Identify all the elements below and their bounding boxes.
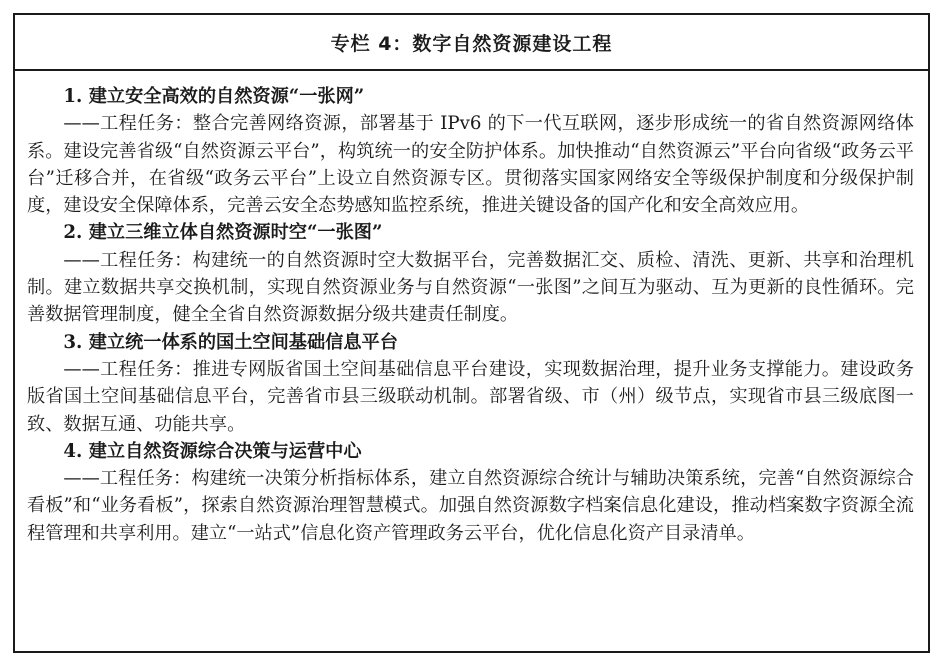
- section-heading: 4. 建立自然资源综合决策与运营中心: [63, 440, 362, 462]
- section-body: ——工程任务：构建统一的自然资源时空大数据平台，完善数据汇交、质检、清洗、更新、共享和治理机制。建立数据共享交换机制，实现自然资源业务与自然资源“一张图”之间互为驱动、互为更新的良性循环。完善数据管理制度，健全全省自然资源数据分级共建责任制度。: [27, 249, 914, 326]
- project-box: [13, 13, 930, 653]
- section-heading: 3. 建立统一体系的国土空间基础信息平台: [63, 331, 398, 353]
- box-content: [15, 71, 928, 547]
- box-title: 专栏 4：数字自然资源建设工程: [15, 15, 928, 71]
- section-heading: 1. 建立安全高效的自然资源“一张网”: [63, 86, 365, 107]
- section-heading: 2. 建立三维立体自然资源时空“一张图”: [63, 222, 383, 244]
- section-body: ——工程任务：整合完善网络资源，部署基于 IPv6 的下一代互联网，逐步形成统一的省自然资源网络体系。建设完善省级“自然资源云平台”，构筑统一的安全防护体系。加快推动“自然资源云”平台向省级“政务云平台”迁移合并，在省级“政务云平台”上设立自然资源专区。贯彻落实国家网络安全等级保护制度和分级保护制度，建设安全保障体系，完善云安全态势感知监控系统，推进关键设备的国产化和安全高效应用。: [27, 113, 914, 217]
- section-body: ——工程任务：构建统一决策分析指标体系，建立自然资源综合统计与辅助决策系统，完善“自然资源综合看板”和“业务看板”，探索自然资源治理智慧模式。加强自然资源数字档案信息化建设，推动档案数字资源全流程管理和共享利用。建立“一站式”信息化资产管理政务云平台，优化信息化资产目录清单。: [27, 468, 914, 544]
- section-body: ——工程任务：推进专网版省国土空间基础信息平台建设，实现数据治理，提升业务支撑能力。建设政务版省国土空间基础信息平台，完善省市县三级联动机制。部署省级、市（州）级节点，实现省市县三级底图一致、数据互通、功能共享。: [27, 358, 914, 435]
